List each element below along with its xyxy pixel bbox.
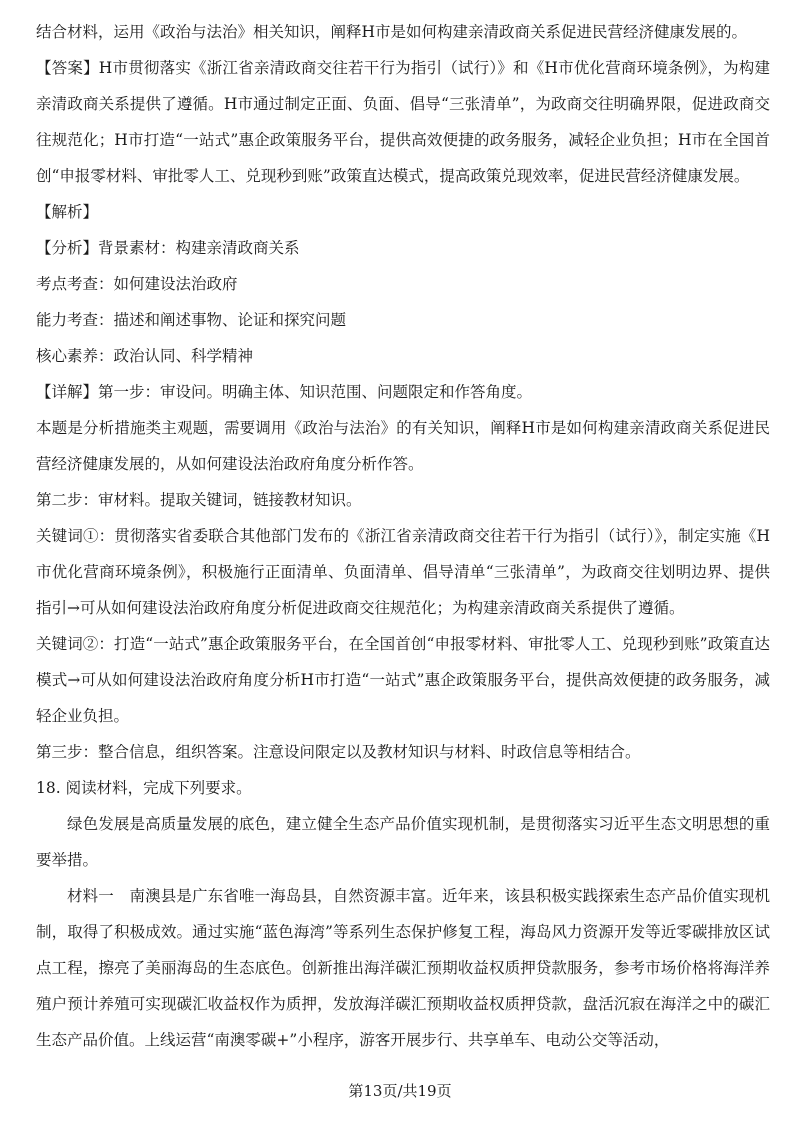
- material-one: 材料一 南澳县是广东省唯一海岛县，自然资源丰富。近年来，该县积极实践探索生态产品价值实现机制，取得了积极成效。通过实施“蓝色海湾”等系列生态保护修复工程，海岛风力资源开发等近零碳排放区试点工程，擦亮了美丽海岛的生态底色。创新推出海洋碳汇预期收益权质押贷款服务，参考市场价格将海洋养殖户预计养殖可实现碳汇收益权作为质押，发放海洋碳汇预期收益权质押贷款，盘活沉寂在海洋之中的碳汇生态产品价值。上线运营“南澳零碳+”小程序，游客开展步行、共享单车、电动公交等活动，: [36, 887, 770, 1049]
- analysis-ability: 能力考查：描述和阐述事物、论证和探究问题: [36, 311, 347, 329]
- keyword-two: 关键词②：打造“一站式”惠企政策服务平台，在全国首创“申报零材料、审批零人工、兑现秒到账”政策直达模式→可从如何建设法治政府角度分析H市打造“一站式”惠企政策服务平台，提供高效便捷的政务服务，减轻企业负担。: [36, 635, 770, 725]
- answer-paragraph: 【答案】H市贯彻落实《浙江省亲清政商交往若干行为指引（试行）》和《H市优化营商环境条例》，为构建亲清政商关系提供了遵循。H市通过制定正面、负面、倡导“三张清单”，为政商交往明确界限，促进政商交往规范化；H市打造“一站式”惠企政策服务平台，提供高效便捷的政务服务，减轻企业负担；H市在全国首创“申报零材料、审批零人工、兑现秒到账”政策直达模式，提高政策兑现效率，促进民营经济健康发展。: [36, 59, 770, 185]
- analysis-literacy: 核心素养：政治认同、科学精神: [36, 347, 254, 365]
- analysis-topic: 考点考查：如何建设法治政府: [36, 275, 238, 293]
- question-18-title: 18. 阅读材料，完成下列要求。: [36, 779, 252, 797]
- detail-step-one: 【详解】第一步：审设问。明确主体、知识范围、问题限定和作答角度。: [36, 383, 533, 401]
- question-prompt: 结合材料，运用《政治与法治》相关知识，阐释H市是如何构建亲清政商关系促进民营经济健康发展的。: [36, 23, 748, 41]
- keyword-one: 关键词①：贯彻落实省委联合其他部门发布的《浙江省亲清政商交往若干行为指引（试行）》，制定实施《H市优化营商环境条例》，积极施行正面清单、负面清单、倡导清单“三张清单”，为政商交往划明边界、提供指引→可从如何建设法治政府角度分析促进政商交往规范化；为构建亲清政商关系提供了遵循。: [36, 527, 770, 617]
- page-number-footer: 第13页/共19页: [348, 1082, 452, 1100]
- detail-step-one-body: 本题是分析措施类主观题，需要调用《政治与法治》的有关知识，阐释H市是如何构建亲清政商关系促进民营经济健康发展的，从如何建设法治政府角度分析作答。: [36, 419, 770, 473]
- analysis-background: 【分析】背景素材：构建亲清政商关系: [36, 239, 300, 257]
- document-page: [36, 14, 770, 1058]
- analysis-heading: 【解析】: [36, 203, 99, 221]
- detail-step-two: 第二步：审材料。提取关键词，链接教材知识。: [36, 491, 362, 509]
- detail-step-three: 第三步：整合信息，组织答案。注意设问限定以及教材知识与材料、时政信息等相结合。: [36, 743, 641, 761]
- question-18-intro: 绿色发展是高质量发展的底色，建立健全生态产品价值实现机制，是贯彻落实习近平生态文明思想的重要举措。: [36, 815, 770, 869]
